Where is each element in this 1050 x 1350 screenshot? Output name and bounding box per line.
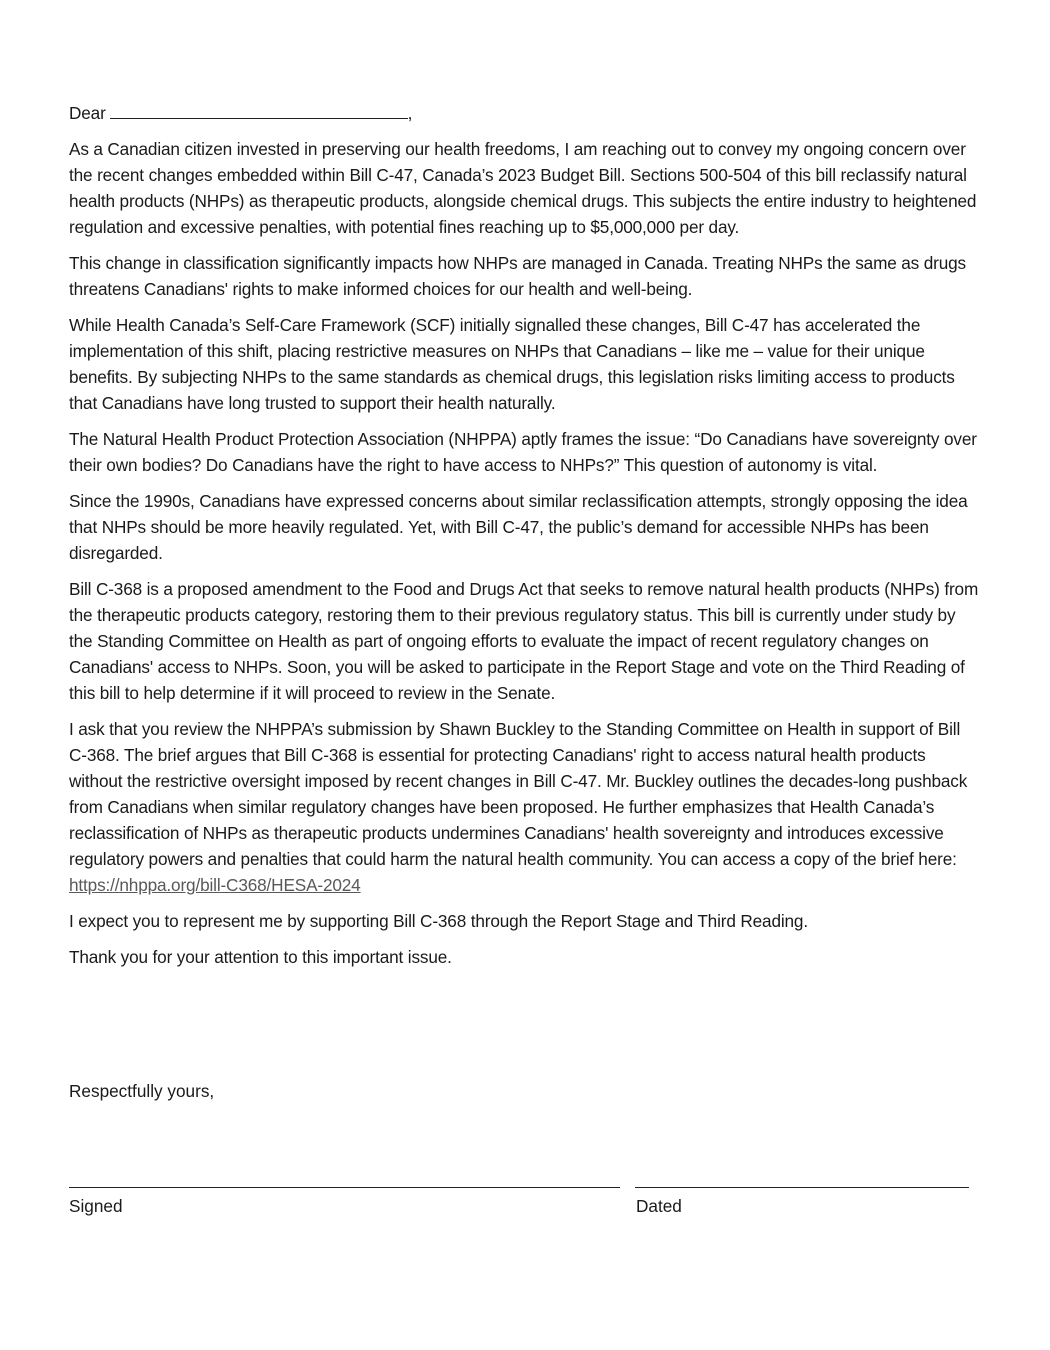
signature-line: [69, 1187, 620, 1188]
brief-link[interactable]: https://nhppa.org/bill-C368/HESA-2024: [69, 875, 361, 895]
salutation-prefix: Dear: [69, 103, 106, 123]
recipient-name-blank: [110, 102, 408, 119]
dated-label: Dated: [636, 1196, 682, 1216]
date-line: [635, 1187, 969, 1188]
paragraph-bill-c47-concern: As a Canadian citizen invested in preserving our health freedoms, I am reaching out to convey my ongoing concern over the recent changes embedded within Bill C-47, Canada’s 2023 Budget Bill. Sections 500-504 of this bill reclassify natural health products (NHPs) as therapeutic products, alongside chemical drugs. This subjects the entire industry to heightened regulation and excessive penalties, with potential fines reaching up to $5,000,000 per day.: [69, 139, 977, 237]
paragraph-thanks: Thank you for your attention to this important issue.: [69, 947, 452, 967]
signed-label: Signed: [69, 1196, 123, 1216]
paragraph-nhppa-submission: [69, 716, 979, 898]
submission-text: I ask that you review the NHPPA’s submission by Shawn Buckley to the Standing Committee on Health in support of Bill C-368. The brief argues that Bill C-368 is essential for protecting Canadians' right to access natural health products without the restrictive oversight imposed by recent changes in Bill C-47. Mr. Buckley outlines the decades-long pushback from Canadians when similar regulatory changes have been proposed. He further emphasizes that Health Canada’s reclassification of NHPs as therapeutic products undermines Canadians' health sovereignty and introduces excessive regulatory powers and penalties that could harm the natural health community. You can access a copy of the brief here:: [69, 719, 968, 869]
salutation-suffix: ,: [407, 103, 413, 123]
closing: Respectfully yours,: [69, 1081, 215, 1101]
paragraph-classification-impact: This change in classification significantly impacts how NHPs are managed in Canada. Treating NHPs the same as drugs threatens Canadians' rights to make informed choices for our health and well-being.: [69, 253, 966, 299]
signature-block: [69, 1170, 969, 1230]
paragraph-history-1990s: Since the 1990s, Canadians have expressed concerns about similar reclassification attempts, strongly opposing the idea that NHPs should be more heavily regulated. Yet, with Bill C-47, the public’s demand for accessible NHPs has been disregarded.: [69, 491, 968, 563]
letter-body: [69, 100, 979, 980]
paragraph-bill-c368: Bill C-368 is a proposed amendment to the Food and Drugs Act that seeks to remove natural health products (NHPs) from the therapeutic products category, restoring them to their previous regulatory status. This bill is currently under study by the Standing Committee on Health as part of ongoing efforts to evaluate the impact of recent regulatory changes on Canadians' access to NHPs. Soon, you will be asked to participate in the Report Stage and vote on the Third Reading of this bill to help determine if it will proceed to review in the Senate.: [69, 579, 979, 703]
paragraph-request: I expect you to represent me by supporting Bill C-368 through the Report Stage and Third Reading.: [69, 911, 808, 931]
salutation: [69, 100, 979, 126]
paragraph-self-care-framework: While Health Canada’s Self-Care Framework (SCF) initially signalled these changes, Bill C-47 has accelerated the implementation of this shift, placing restrictive measures on NHPs that Canadians – like me – value for their unique benefits. By subjecting NHPs to the same standards as chemical drugs, this legislation risks limiting access to products that Canadians have long trusted to support their health naturally.: [69, 315, 955, 413]
paragraph-nhppa-quote: The Natural Health Product Protection Association (NHPPA) aptly frames the issue: “Do Canadians have sovereignty over their own bodies? Do Canadians have the right to have access to NHPs?” This question of autonomy is vital.: [69, 429, 977, 475]
